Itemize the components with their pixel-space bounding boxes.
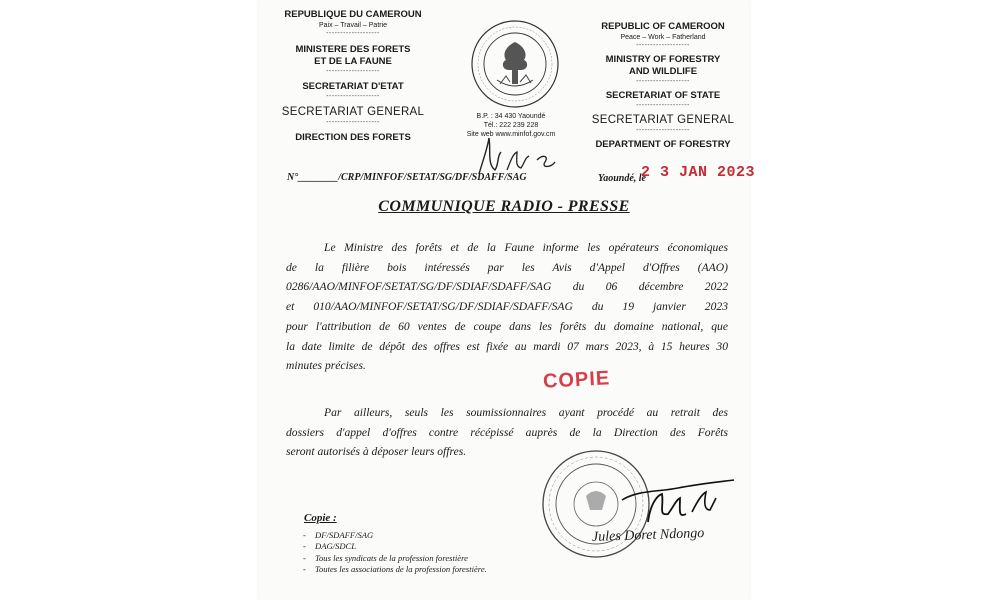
department-en: DEPARTMENT OF FORESTRY: [595, 139, 731, 150]
ministry-fr-line1: MINISTERE DES FORETS: [295, 44, 411, 55]
website: Site web www.minfof.gov.cm: [466, 131, 556, 138]
separator: -------------------: [326, 119, 380, 126]
paragraph-2: [286, 403, 728, 462]
date-prefix: Yaoundé, le: [598, 173, 646, 184]
direction-fr: DIRECTION DES FORETS: [295, 132, 411, 143]
secretariat-general-en: SECRETARIAT GENERAL: [591, 114, 735, 126]
copie-list: [303, 530, 487, 575]
paragraph-line: 0286/AAO/MINFOF/SETAT/SG/DF/SDIAF/SDAFF/SAG du 06 décembre 2022: [286, 280, 728, 294]
ministry-fr-line2: ET DE LA FAUNE: [314, 56, 392, 67]
secretariat-en: SECRETARIAT OF STATE: [605, 90, 721, 101]
header-left: [278, 9, 428, 144]
separator: -------------------: [636, 78, 690, 85]
signer-name: Jules Doret Ndongo: [591, 526, 705, 545]
list-item: - Tous les syndicats de la profession forestière: [303, 553, 487, 564]
paragraph-line: et 010/AAO/MINFOF/SETAT/SG/DF/SDIAF/SDAFF/SAG du 19 janvier 2023: [286, 300, 728, 314]
secretariat-general-fr: SECRETARIAT GENERAL: [281, 106, 425, 118]
country-fr: REPUBLIQUE DU CAMEROUN: [284, 9, 422, 20]
copie-stamp: COPIE: [542, 367, 611, 393]
paragraph-1: [286, 238, 728, 376]
postal-box: B.P. : 34 430 Yaoundé: [476, 113, 546, 120]
separator: -------------------: [636, 102, 690, 109]
separator: -------------------: [636, 127, 690, 134]
ministry-en-line1: MINISTRY OF FORESTRY: [605, 54, 721, 65]
motto-fr: Paix – Travail – Patrie: [318, 22, 388, 29]
list-item: - Toutes les associations de la profession forestière.: [303, 564, 487, 575]
country-en: REPUBLIC OF CAMEROON: [601, 21, 725, 32]
date-stamp: 2 3 JAN 2023: [641, 164, 756, 181]
separator: -------------------: [326, 68, 380, 75]
paragraph-line: minutes précises.: [286, 359, 366, 373]
paragraph-line: Le Ministre des forêts et de la Faune informe les opérateurs économiques: [324, 241, 728, 254]
list-item: - DAG/SDCL: [303, 541, 487, 552]
ministry-seal-icon: [470, 18, 560, 110]
paragraph-line: pour l'attribution de 60 ventes de coupe dans les forêts du domaine national, que: [286, 319, 728, 333]
paragraph-line: de la filière bois intéressés par les Avis d'Appel d'Offres (AAO): [286, 260, 728, 274]
paragraph-line: la date limite de dépôt des offres est fixée au mardi 07 mars 2023, à 15 heures 30: [286, 339, 728, 353]
separator: -------------------: [636, 42, 690, 49]
ministry-en-line2: AND WILDLIFE: [628, 66, 698, 77]
document-title: COMMUNIQUE RADIO - PRESSE: [378, 198, 630, 215]
signature-icon: [618, 470, 738, 530]
separator: -------------------: [326, 93, 380, 100]
paragraph-line: seront autorisés à déposer leurs offres.: [286, 445, 467, 459]
paragraph-line: Par ailleurs, seuls les soumissionnaires ayant procédé au retrait des: [324, 406, 728, 419]
header-right: [583, 21, 743, 151]
paragraph-line: dossiers d'appel d'offres contre récépissé auprès de la Direction des Forêts: [286, 425, 728, 439]
copie-label: Copie :: [304, 512, 337, 524]
reference-number: N°________/CRP/MINFOF/SETAT/SG/DF/SDAFF/SAG: [287, 172, 527, 183]
secretariat-fr: SECRETARIAT D'ETAT: [302, 81, 404, 92]
list-item: - DF/SDAFF/SAG: [303, 530, 487, 541]
document-page: [258, 0, 756, 600]
motto-en: Peace – Work – Fatherland: [620, 34, 706, 41]
separator: -------------------: [326, 30, 380, 37]
telephone: Tél.: 222 239 228: [483, 122, 539, 129]
